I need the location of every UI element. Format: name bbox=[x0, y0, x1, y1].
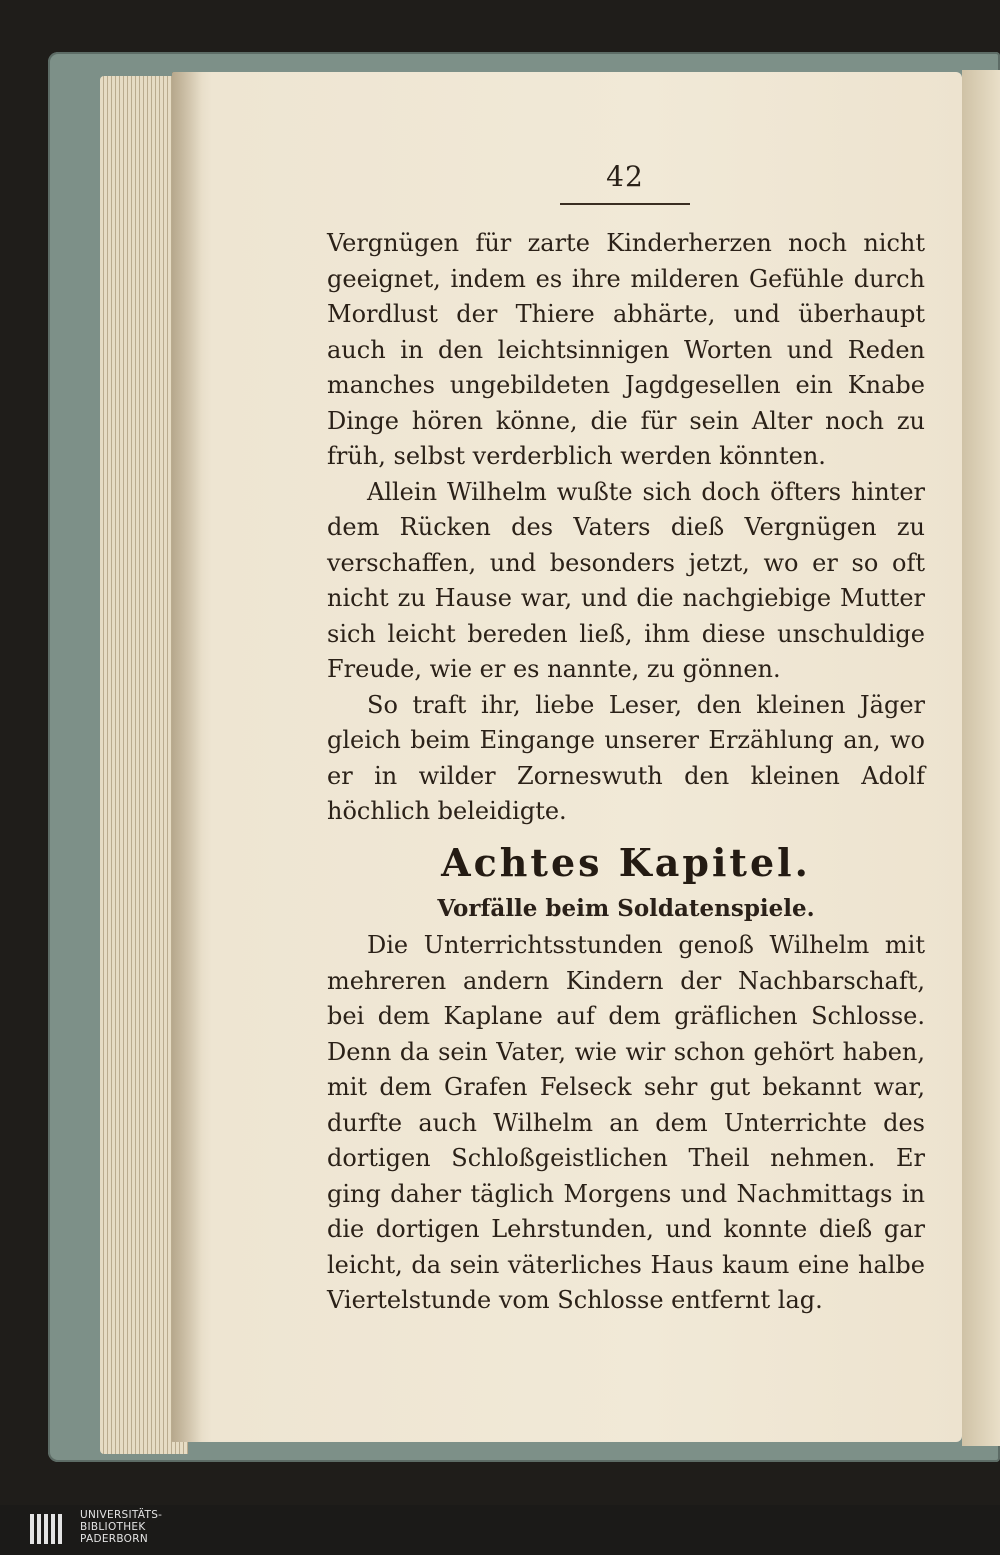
paragraph: So traft ihr, liebe Leser, den kleinen Jäger gleich beim Eingange unserer Erzählung an, wo er in wilder Zorneswuth den kleinen Adolf höchlich beleidigte. bbox=[327, 690, 925, 825]
body-text-chapter bbox=[327, 928, 925, 1319]
body-text-top bbox=[327, 226, 925, 830]
library-logo-icon bbox=[28, 1510, 68, 1548]
header-rule bbox=[560, 203, 690, 205]
next-page-edge bbox=[962, 70, 1000, 1446]
page-gutter-shadow bbox=[172, 72, 202, 1442]
library-name: UNIVERSITÄTS- BIBLIOTHEK PADERBORN bbox=[80, 1509, 163, 1545]
paragraph: Die Unterrichtsstunden genoß Wilhelm mit mehreren andern Kindern der Nachbarschaft, bei dem Kaplane auf dem gräflichen Schlosse. Denn da sein Vater, wie wir schon gehört haben, mit dem Grafen Felseck sehr gut bekannt war, durfte auch Wilhelm an dem Unterrichte des dortigen Schloßgeistlichen Theil nehmen. Er ging daher täglich Morgens und Nachmittags in die dortigen Lehrstunden, und konnte dieß gar leicht, da sein väterliches Haus kaum eine halbe Viertelstunde vom Schlosse entfernt lag. bbox=[327, 931, 925, 1314]
chapter-title: Achtes Kapitel. bbox=[441, 840, 811, 885]
chapter-subtitle: Vorfälle beim Soldatenspiele. bbox=[437, 895, 815, 922]
page-number: 42 bbox=[606, 160, 644, 193]
paragraph: Allein Wilhelm wußte sich doch öfters hinter dem Rücken des Vaters dieß Vergnügen zu verschaffen, und besonders jetzt, wo er so oft nicht zu Hause war, und die nachgiebige Mutter sich leicht bereden ließ, ihm diese unschuldige Freude, wie er es nannte, zu gönnen. bbox=[327, 477, 925, 683]
paragraph: Vergnügen für zarte Kinderherzen noch nicht geeignet, indem es ihre milderen Gefühle durch Mordlust der Thiere abhärte, und überhaupt auch in den leichtsinnigen Worten und Reden manches ungebildeten Jagdgesellen ein Knabe Dinge hören könne, die für sein Alter noch zu früh, selbst verderblich werden könnten. bbox=[327, 229, 925, 470]
